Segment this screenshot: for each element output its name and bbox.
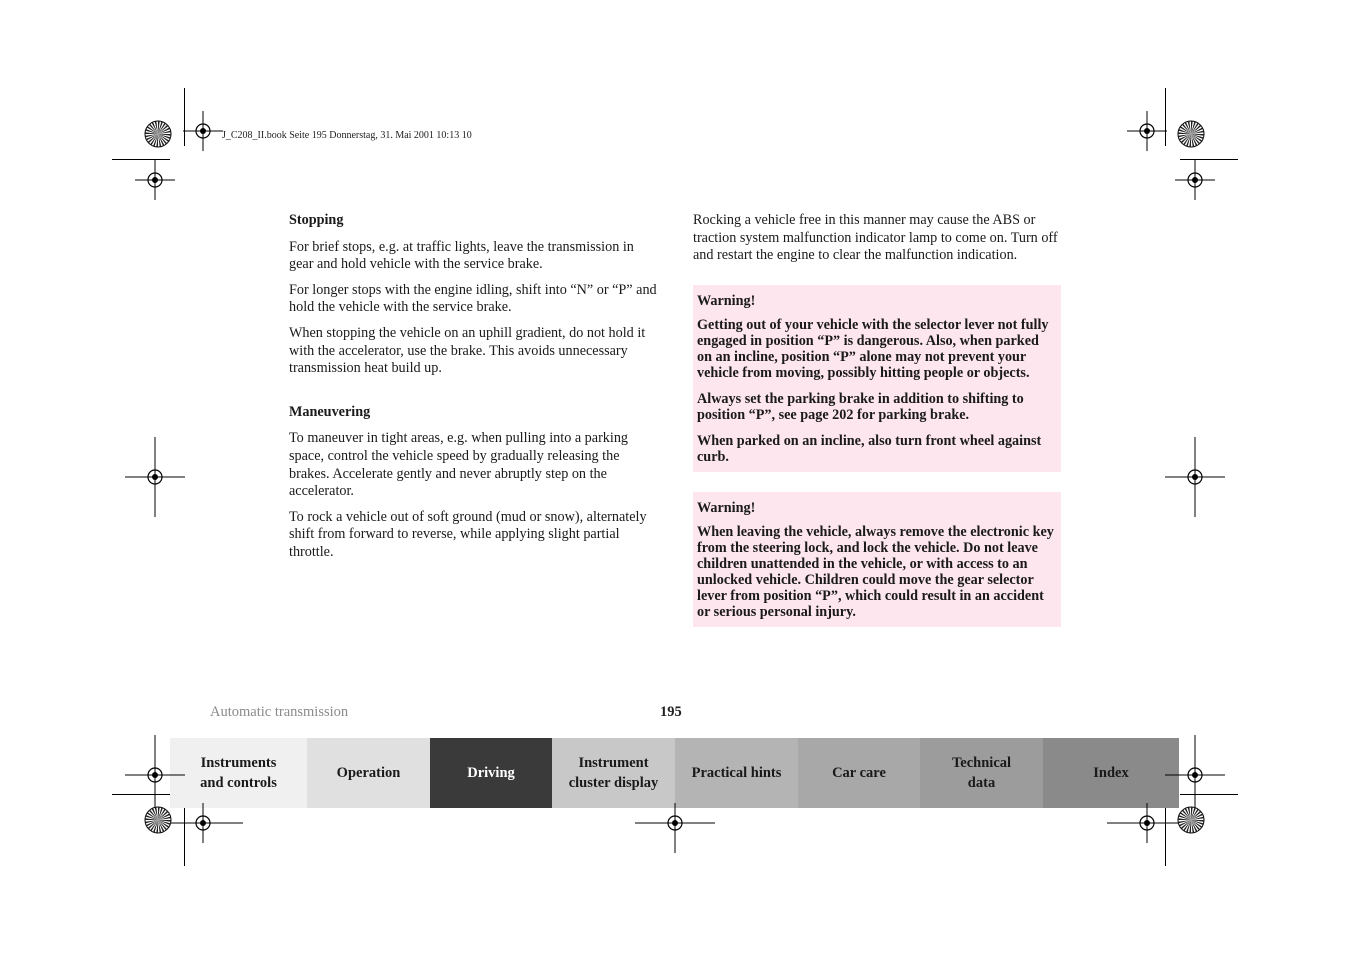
maneuvering-paragraph: To maneuver in tight areas, e.g. when pulling into a parking space, control the vehicle speed by gradually releasing the brakes. Accelerate gently and never abruptly step on the accelerator. xyxy=(289,430,629,500)
registration-crosshair-icon xyxy=(635,803,715,853)
stopping-paragraph: When stopping the vehicle on an uphill gradient, do not hold it with the accelerator, use the brake. This avoids unnecessary transmission heat build up. xyxy=(289,324,646,377)
tab-label: Instruments xyxy=(200,755,277,771)
tab-label: and controls xyxy=(200,775,277,791)
warning-paragraph: When parked on an incline, also turn front wheel against curb. xyxy=(697,432,1042,465)
registration-crosshair-icon xyxy=(1107,803,1187,843)
registration-crosshair-icon xyxy=(125,437,185,517)
maneuvering-paragraph: To rock a vehicle out of soft ground (mud or snow), alternately shift from forward to reverse, while applying slight partial throttle. xyxy=(289,508,647,560)
warning-box-children xyxy=(693,492,1061,627)
stopping-paragraph: For longer stops with the engine idling, shift into “N” or “P” and hold the vehicle with the service brake. xyxy=(289,281,657,316)
tab-technical-data[interactable] xyxy=(920,738,1043,808)
tab-label: Operation xyxy=(336,765,401,781)
left-column xyxy=(289,212,657,570)
registration-crosshair-icon xyxy=(135,160,175,200)
registration-crosshair-icon xyxy=(1165,437,1225,517)
print-header: J_C208_II.book Seite 195 Donnerstag, 31. Mai 2001 10:13 10 xyxy=(222,130,472,141)
registration-starburst-icon xyxy=(1177,806,1205,834)
tab-operation[interactable] xyxy=(307,738,430,808)
tab-label: Index xyxy=(1093,765,1129,781)
tab-label: Driving xyxy=(467,765,515,781)
tab-instruments-and-controls[interactable] xyxy=(170,738,307,808)
stopping-heading: Stopping xyxy=(289,212,344,228)
registration-crosshair-icon xyxy=(183,111,223,151)
registration-starburst-icon xyxy=(144,120,172,148)
rocking-intro-paragraph: Rocking a vehicle free in this manner may cause the ABS or traction system malfunction indicator lamp to come on. Turn off and restart the engine to clear the malfunction indication. xyxy=(693,212,1058,264)
warning-paragraph: Always set the parking brake in addition to shifting to position “P”, see page 202 for parking brake. xyxy=(697,390,1024,423)
tab-label: data xyxy=(967,775,996,791)
tab-index[interactable] xyxy=(1043,738,1179,808)
tab-driving[interactable] xyxy=(430,738,552,808)
stopping-paragraph: For brief stops, e.g. at traffic lights, leave the transmission in gear and hold vehicle with the service brake. xyxy=(289,238,634,273)
chapter-nav-bar xyxy=(170,738,1179,808)
warning-title: Warning! xyxy=(697,499,756,516)
footer-section-title: Automatic transmission xyxy=(210,704,349,720)
maneuvering-heading: Maneuvering xyxy=(289,403,371,420)
warning-paragraph: When leaving the vehicle, always remove the electronic key from the steering lock, and lock the vehicle. Do not leave children unattended in the vehicle, or with access to an unlocked vehicle. Children could move the gear selector lever from position “P”, which could result in an accident or serious personal injury. xyxy=(697,523,1054,620)
tab-instrument-cluster-display[interactable] xyxy=(552,738,675,808)
registration-starburst-icon xyxy=(1177,120,1205,148)
tab-label: Practical hints xyxy=(691,765,782,781)
registration-crosshair-icon xyxy=(163,803,243,843)
tab-label: Instrument xyxy=(578,755,649,771)
warning-title: Warning! xyxy=(697,292,756,309)
tab-practical-hints[interactable] xyxy=(675,738,798,808)
tab-car-care[interactable] xyxy=(798,738,920,808)
right-column xyxy=(693,212,1061,647)
page-number: 195 xyxy=(660,704,682,720)
tab-label: cluster display xyxy=(568,775,659,791)
tab-label: Technical xyxy=(951,755,1012,771)
tab-label: Car care xyxy=(832,765,886,781)
registration-crosshair-icon xyxy=(1127,111,1167,151)
registration-crosshair-icon xyxy=(1175,160,1215,200)
warning-paragraph: Getting out of your vehicle with the selector lever not fully engaged in position “P” is dangerous. Also, when parked on an incline, position “P” alone may not prevent your vehicle from moving, possibly hitting people or objects. xyxy=(697,316,1049,381)
registration-starburst-icon xyxy=(144,806,172,834)
warning-box-parking xyxy=(693,285,1061,472)
